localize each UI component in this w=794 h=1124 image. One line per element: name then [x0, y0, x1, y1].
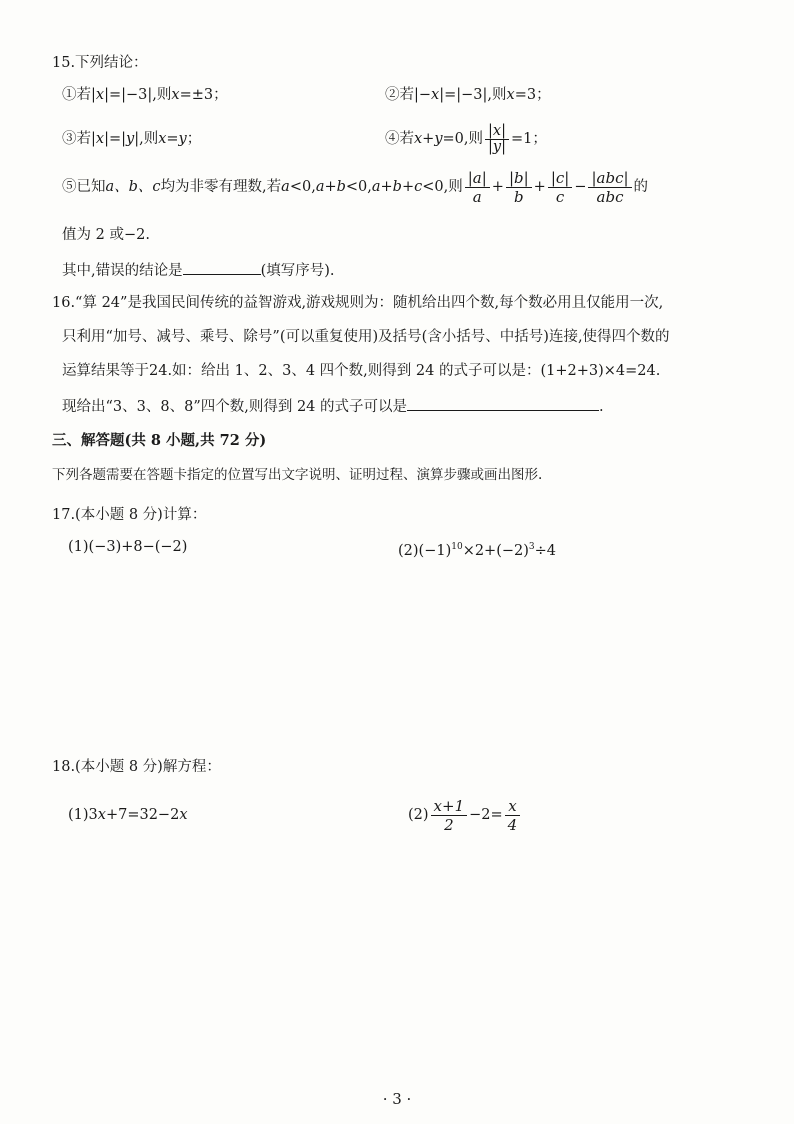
q15-conclusion-4: ④若x+y=0,则 $\frac{|x|}{|y|}$ =1； [385, 122, 547, 155]
section-3-title: 三、解答题(共 8 小题,共 72 分) [52, 432, 267, 449]
q15-c4-fraction: $\frac{|x|}{|y|}$ [485, 124, 509, 155]
q15-conclusion-1: ①若|x|=|−3|,则x=±3； [62, 87, 228, 103]
q18-part-2: (2) $\frac{x+1}{2}$ −2= $\frac{x}{4}$ [408, 792, 522, 838]
q15-question: 其中,错误的结论是 (填写序号). [62, 258, 335, 282]
q15-conclusion-5-cont: 值为 2 或−2. [62, 227, 150, 243]
q18-part-1: (1)3x+7=32−2x [68, 807, 188, 823]
q16-line-3: 运算结果等于24.如：给出 1、2、3、4 四个数,则得到 24 的式子可以是：(1+2+3)×4=24. [62, 363, 661, 379]
q15-fraction-b: $\frac{|b|}{b}$ [506, 169, 532, 206]
q17-part-2: $(2)(-1)^{10}\times 2+(-2)^3\div 4$ [398, 542, 557, 559]
q18-fraction-right: $\frac{x}{4}$ [505, 797, 521, 834]
q15-fraction-abc: $\frac{\text{|abc|}}{\text{abc}}$ [588, 169, 631, 206]
q17-part-1: (1)(−3)+8−(−2) [68, 539, 188, 555]
q16-line-4: 现给出“3、3、8、8”四个数,则得到 24 的式子可以是 . [62, 394, 604, 418]
q15-intro: 15.下列结论： [52, 55, 148, 71]
q16-answer-blank[interactable] [407, 394, 599, 411]
q17-title: 17.(本小题 8 分)计算： [52, 507, 207, 523]
q15-answer-blank[interactable] [183, 258, 261, 275]
q18-fraction-left: $\frac{x+1}{2}$ [431, 797, 468, 834]
q15-conclusion-2: ②若|−x|=|−3|,则x=3； [385, 87, 551, 103]
q15-fraction-c: $\frac{|c|}{c}$ [548, 169, 573, 206]
section-3-instruction: 下列各题需要在答题卡指定的位置写出文字说明、证明过程、演算步骤或画出图形. [52, 467, 543, 483]
q16-line-1: 16.“算 24”是我国民间传统的益智游戏,游戏规则为：随机给出四个数,每个数必用且仅能用一次, [52, 295, 664, 311]
q15-fraction-a: $\frac{|a|}{a}$ [465, 169, 490, 206]
q16-line-2: 只利用“加号、减号、乘号、除号”(可以重复使用)及括号(含小括号、中括号)连接,使得四个数的 [62, 329, 670, 345]
q15-conclusion-3: ③若|x|=|y|,则x=y； [62, 131, 202, 147]
q18-title: 18.(本小题 8 分)解方程： [52, 759, 221, 775]
page-number: · 3 · [382, 1090, 412, 1108]
q15-conclusion-5: ⑤已知a、b、c均为非零有理数,若a<0,a+b<0,a+b+c<0,则 $\frac{|a|}{a}$ + $\frac{|b|}{b}$ + $\frac{|c|}{c}$ − $\frac{\text{|abc|}}{\text{abc}}$ 的 [62, 168, 649, 206]
